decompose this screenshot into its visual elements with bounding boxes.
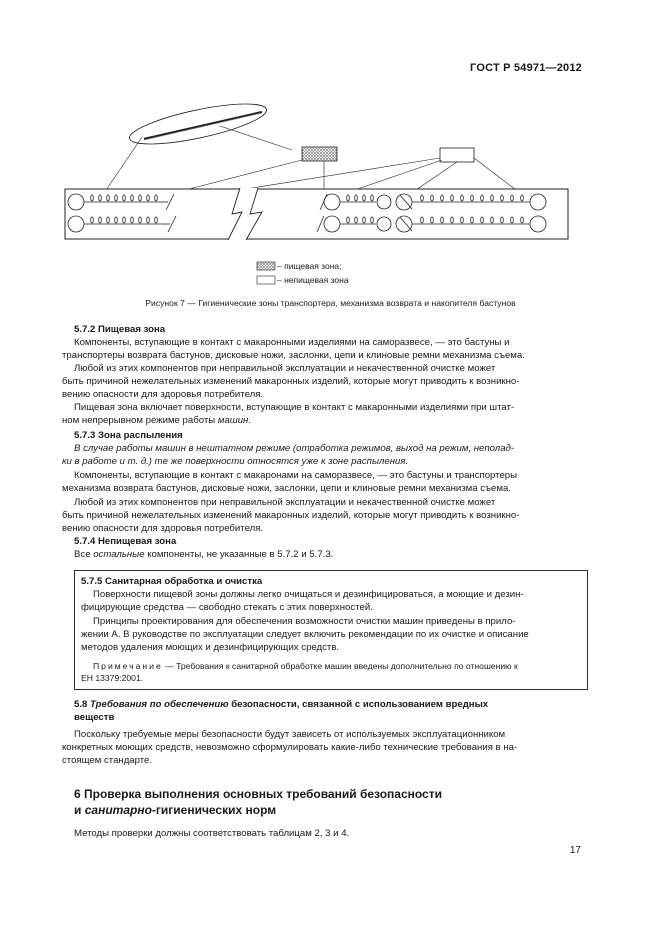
s574-p1: Все остальные компоненты, не указанные в 5.7.2 и 5.7.3. — [74, 549, 334, 560]
section-6-heading — [74, 786, 442, 818]
section-6-heading-line1: 6 Проверка выполнения основных требований безопасности — [74, 787, 442, 801]
section-5-7-5-title: 5.7.5 Санитарная обработка и очистка — [81, 576, 263, 587]
section-5-8-title-line1: 5.8 Требования по обеспечению безопасности, связанной с использованием вредных — [74, 699, 489, 710]
conveyor-frame — [65, 189, 568, 239]
s573-p2-line1: Компоненты, вступающие в контакт с макаронами на саморазвесе, — это бастуны и транспортеры — [74, 470, 518, 481]
document-id: ГОСТ Р 54971—2012 — [470, 62, 582, 74]
section-6-heading-line2: и санитарно-гигиенических норм — [74, 803, 277, 817]
legend-food-label: – пищевая зона; — [277, 261, 342, 271]
s573-p1-line2: ки в работе и т. д.) те же поверхности относятся уже к зоне распыления. — [62, 456, 409, 467]
s573-p1-line1: В случае работы машин в нештатном режиме (отработка режимов, выход на режим, неполад- — [74, 443, 515, 454]
legend-nonfood-label: – непищевая зона — [277, 275, 349, 285]
section-5-7-5-box — [74, 570, 588, 690]
section-5-7-4-title: 5.7.4 Непищевая зона — [74, 536, 177, 547]
s572-p3-line1: Пищевая зона включает поверхности, вступающие в контакт с макаронными изделиями при штат- — [74, 402, 515, 413]
s575-p2-line1: Принципы проектирования для обеспечения возможности очистки машин приведены в прило- — [93, 616, 516, 627]
s575-note-line2: ЕН 13379:2001. — [81, 673, 144, 683]
nonfood-zone-callout-box — [440, 148, 474, 162]
s572-p2-line3: вению опасности для здоровья потребителя. — [62, 389, 264, 400]
s573-p2-line2: механизма возврата бастунов, дисковые ножи, заслонки, цепи и клиновые ремни механизма съема. — [62, 483, 511, 494]
page-number: 17 — [569, 845, 581, 856]
baston-callout-ellipse — [127, 96, 270, 152]
section-5-8-title-line2: веществ — [74, 712, 115, 723]
s575-p2-line2: жении А. В руководстве по эксплуатации следует включить рекомендации по их очистке и описание — [81, 629, 529, 640]
s575-p1-line2: фицирующие средства — свободно стекать с этих поверхностей. — [81, 602, 373, 613]
s58-p1-line1: Поскольку требуемые меры безопасности будут зависеть от используемых эксплуатационником — [74, 729, 506, 740]
food-zone-callout-box — [302, 147, 337, 161]
legend-nonfood-swatch — [257, 276, 275, 284]
s6-p1: Методы проверки должны соответствовать таблицам 2, 3 и 4. — [74, 828, 350, 839]
s575-note-line1: Примечание — Требования к санитарной обработке машин введены дополнительно по отношению к — [93, 661, 518, 671]
s573-p3-line3: вению опасности для здоровья потребителя. — [62, 523, 264, 534]
s573-p3-line2: быть причиной нежелательных изменений макаронных изделий, которые могут приводить к возникно- — [62, 510, 520, 521]
s572-p2-line2: быть причиной нежелательных изменений макаронных изделий, которые могут приводить к возникно- — [62, 376, 520, 387]
s58-p1-line2: конкретных моющих средств, невозможно сформулировать какие-либо технические требования в на- — [62, 742, 518, 753]
s572-p2-line1: Любой из этих компонентов при неправильной эксплуатации и некачественной очистке может — [74, 363, 496, 374]
figure-caption: Рисунок 7 — Гигиенические зоны транспортера, механизма возврата и накопителя бастунов — [145, 298, 516, 308]
section-5-7-3-title: 5.7.3 Зона распыления — [74, 430, 183, 441]
section-5-7-2-title: 5.7.2 Пищевая зона — [74, 324, 166, 335]
s572-p1-line1: Компоненты, вступающие в контакт с макаронными изделиями на саморазвесе, — это бастуны и — [74, 337, 510, 348]
s572-p3-line2: ном непрерывном режиме работы машин. — [62, 415, 251, 426]
s575-p2-line3: методов удаления моющих и дезинфицирующих средств. — [81, 642, 340, 653]
s58-p1-line3: стоящем стандарте. — [62, 755, 153, 766]
s573-p3-line1: Любой из этих компонентов при неправильной эксплуатации и некачественной очистке может — [74, 497, 496, 508]
s572-p1-line2: транспортеры возврата бастунов, дисковые ножи, заслонки, цепи и клиновые ремни механизма съема. — [62, 350, 525, 361]
legend-food-swatch — [257, 262, 275, 270]
s575-p1-line1: Поверхности пищевой зоны должны легко очищаться и дезинфицироваться, а моющие и дезин- — [93, 589, 524, 600]
